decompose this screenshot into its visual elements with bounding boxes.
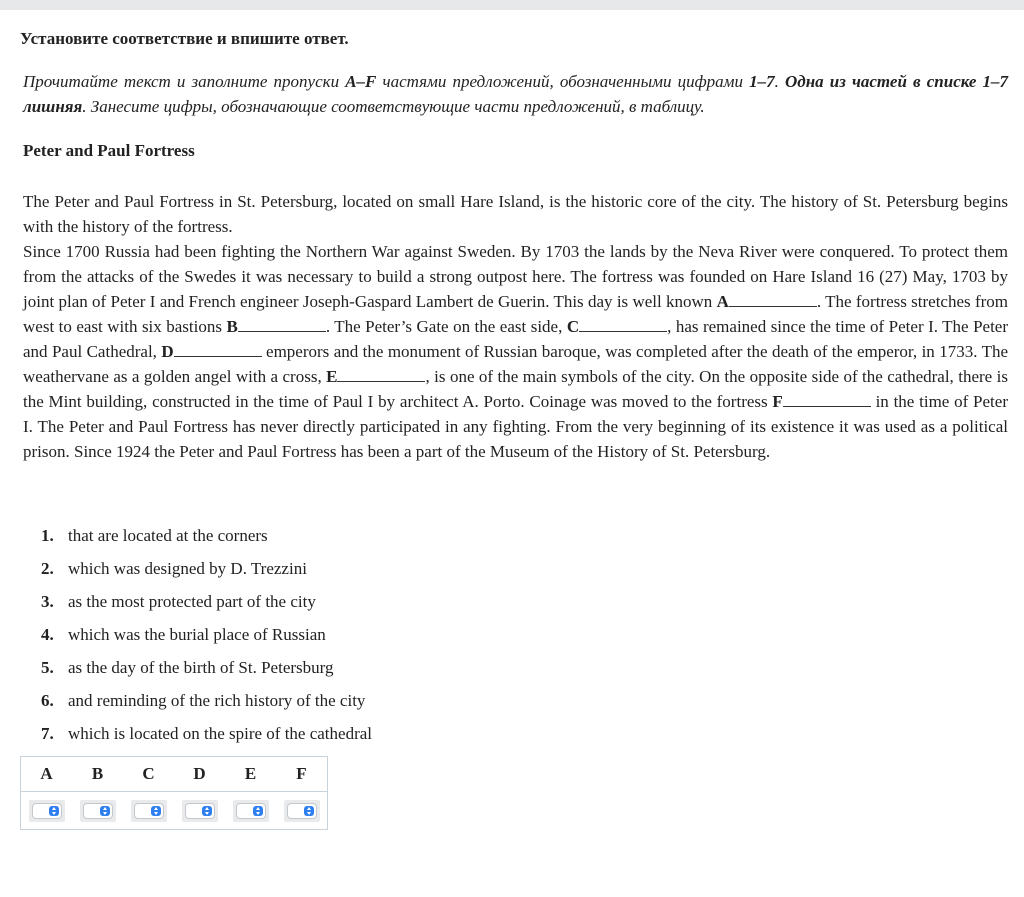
option-item-5: [41, 657, 1008, 679]
option-number: 1.: [41, 526, 54, 545]
gap-blank-f: [783, 392, 871, 407]
gap-label-a: A: [716, 292, 729, 311]
option-item-4: [41, 624, 1008, 646]
option-number: 2.: [41, 559, 54, 578]
answer-header-a: A: [21, 757, 73, 792]
answer-cell-a: [21, 792, 73, 830]
option-item-7: [41, 723, 1008, 745]
option-number: 4.: [41, 625, 54, 644]
option-item-6: [41, 690, 1008, 712]
updown-arrows-icon: [100, 806, 110, 816]
instruction-text: . Занесите цифры, обозначающие соответствующие части предложений, в таблицу.: [82, 97, 705, 116]
gap-blank-a: [729, 292, 817, 307]
task-container: [0, 28, 1024, 830]
option-number: 7.: [41, 724, 54, 743]
option-text: which is located on the spire of the cathedral: [68, 724, 372, 743]
option-number: 6.: [41, 691, 54, 710]
option-text: that are located at the corners: [68, 526, 268, 545]
option-number: 5.: [41, 658, 54, 677]
select-field: [134, 803, 164, 819]
answer-select-d[interactable]: [182, 800, 218, 822]
answer-table: [20, 756, 328, 830]
updown-arrows-icon: [202, 806, 212, 816]
gap-label-f: F: [772, 392, 783, 411]
article-text: [23, 189, 1008, 464]
updown-arrows-icon: [49, 806, 59, 816]
article-heading: Peter and Paul Fortress: [23, 141, 195, 160]
task-instruction: [23, 69, 1008, 119]
text-run: , has remained since the time of Peter I. The Peter and Paul Cathedral,: [23, 317, 1008, 361]
answer-table-header: [21, 757, 328, 792]
answer-select-f[interactable]: [284, 800, 320, 822]
top-bar: [0, 0, 1024, 10]
instruction-bold-extra: Одна из частей в списке 1–7 лишняя: [23, 72, 1009, 116]
answer-select-e[interactable]: [233, 800, 269, 822]
answer-header-d: D: [174, 757, 225, 792]
gap-blank-d: [174, 342, 262, 357]
instruction-text: Прочитайте текст и заполните пропуски: [23, 72, 346, 91]
gap-blank-b: [238, 317, 326, 332]
text-run: . The Peter’s Gate on the east side,: [325, 317, 567, 336]
article-paragraph-1: The Peter and Paul Fortress in St. Petersburg, located on small Hare Island, is the historic core of the city. The history of St. Petersburg begins with the history of the fortress.: [23, 192, 1008, 236]
answer-table-selects: [21, 792, 328, 830]
instruction-bold-range: 1–7: [749, 72, 775, 91]
select-field: [83, 803, 113, 819]
text-run: . The fortress stretches from west to east with six bastions: [23, 292, 1008, 336]
option-text: and reminding of the rich history of the city: [68, 691, 366, 710]
select-field: [185, 803, 215, 819]
option-item-1: [41, 525, 1008, 547]
text-run: Since 1700 Russia had been fighting the Northern War against Sweden. By 1703 the lands by the Neva River were conquered. To protect them from the attacks of the Swedes it was necessary to build a strong outpost here. The fortress was founded on Hare Island 16 (27) May, 1703 by joint plan of Peter I and French engineer Joseph-Gaspard Lambert de Guerin. This day is well known: [23, 242, 1008, 311]
instruction-text: .: [774, 72, 785, 91]
answer-cell-c: [123, 792, 174, 830]
instruction-bold-gaps: A–F: [345, 72, 377, 91]
gap-label-d: D: [161, 342, 174, 361]
text-run: emperors and the monument of Russian baroque, was completed after the death of the emperor, in 1733. The weathervane as a golden angel with a cross,: [23, 342, 1008, 386]
answer-header-c: C: [123, 757, 174, 792]
gap-label-b: B: [226, 317, 238, 336]
option-text: which was the burial place of Russian: [68, 625, 326, 644]
option-item-2: [41, 558, 1008, 580]
text-run: , is one of the main symbols of the city. On the opposite side of the cathedral, there is the Mint building, constructed in the time of Paul I by architect A. Porto. Coinage was moved to the fortress: [23, 367, 1008, 411]
answer-select-a[interactable]: [29, 800, 65, 822]
option-text: as the day of the birth of St. Petersburg: [68, 658, 334, 677]
gap-label-c: C: [566, 317, 580, 336]
option-number: 3.: [41, 592, 54, 611]
updown-arrows-icon: [304, 806, 314, 816]
answer-cell-b: [72, 792, 123, 830]
select-field: [287, 803, 317, 819]
gap-blank-c: [579, 317, 667, 332]
answer-header-b: B: [72, 757, 123, 792]
updown-arrows-icon: [151, 806, 161, 816]
answer-cell-d: [174, 792, 225, 830]
gap-blank-e: [337, 367, 425, 382]
text-run: in the time of Peter I. The Peter and Paul Fortress has never directly participated in any fighting. From the very beginning of its existence it was used as a political prison. Since 1924 the Peter and Paul Fortress has been a part of the Museum of the History of St. Petersburg.: [23, 392, 1008, 461]
answer-select-c[interactable]: [131, 800, 167, 822]
options-list: [41, 525, 1008, 745]
updown-arrows-icon: [253, 806, 263, 816]
select-field: [236, 803, 266, 819]
answer-header-f: F: [276, 757, 328, 792]
article-paragraph-2: [23, 239, 1008, 464]
option-item-3: [41, 591, 1008, 613]
answer-header-e: E: [225, 757, 276, 792]
answer-cell-e: [225, 792, 276, 830]
select-field: [32, 803, 62, 819]
task-title: Установите соответствие и впишите ответ.: [20, 29, 349, 48]
option-text: which was designed by D. Trezzini: [68, 559, 307, 578]
instruction-text: частями предложений, обозначенными цифрами: [376, 72, 750, 91]
answer-cell-f: [276, 792, 328, 830]
gap-label-e: E: [326, 367, 338, 386]
answer-select-b[interactable]: [80, 800, 116, 822]
option-text: as the most protected part of the city: [68, 592, 316, 611]
